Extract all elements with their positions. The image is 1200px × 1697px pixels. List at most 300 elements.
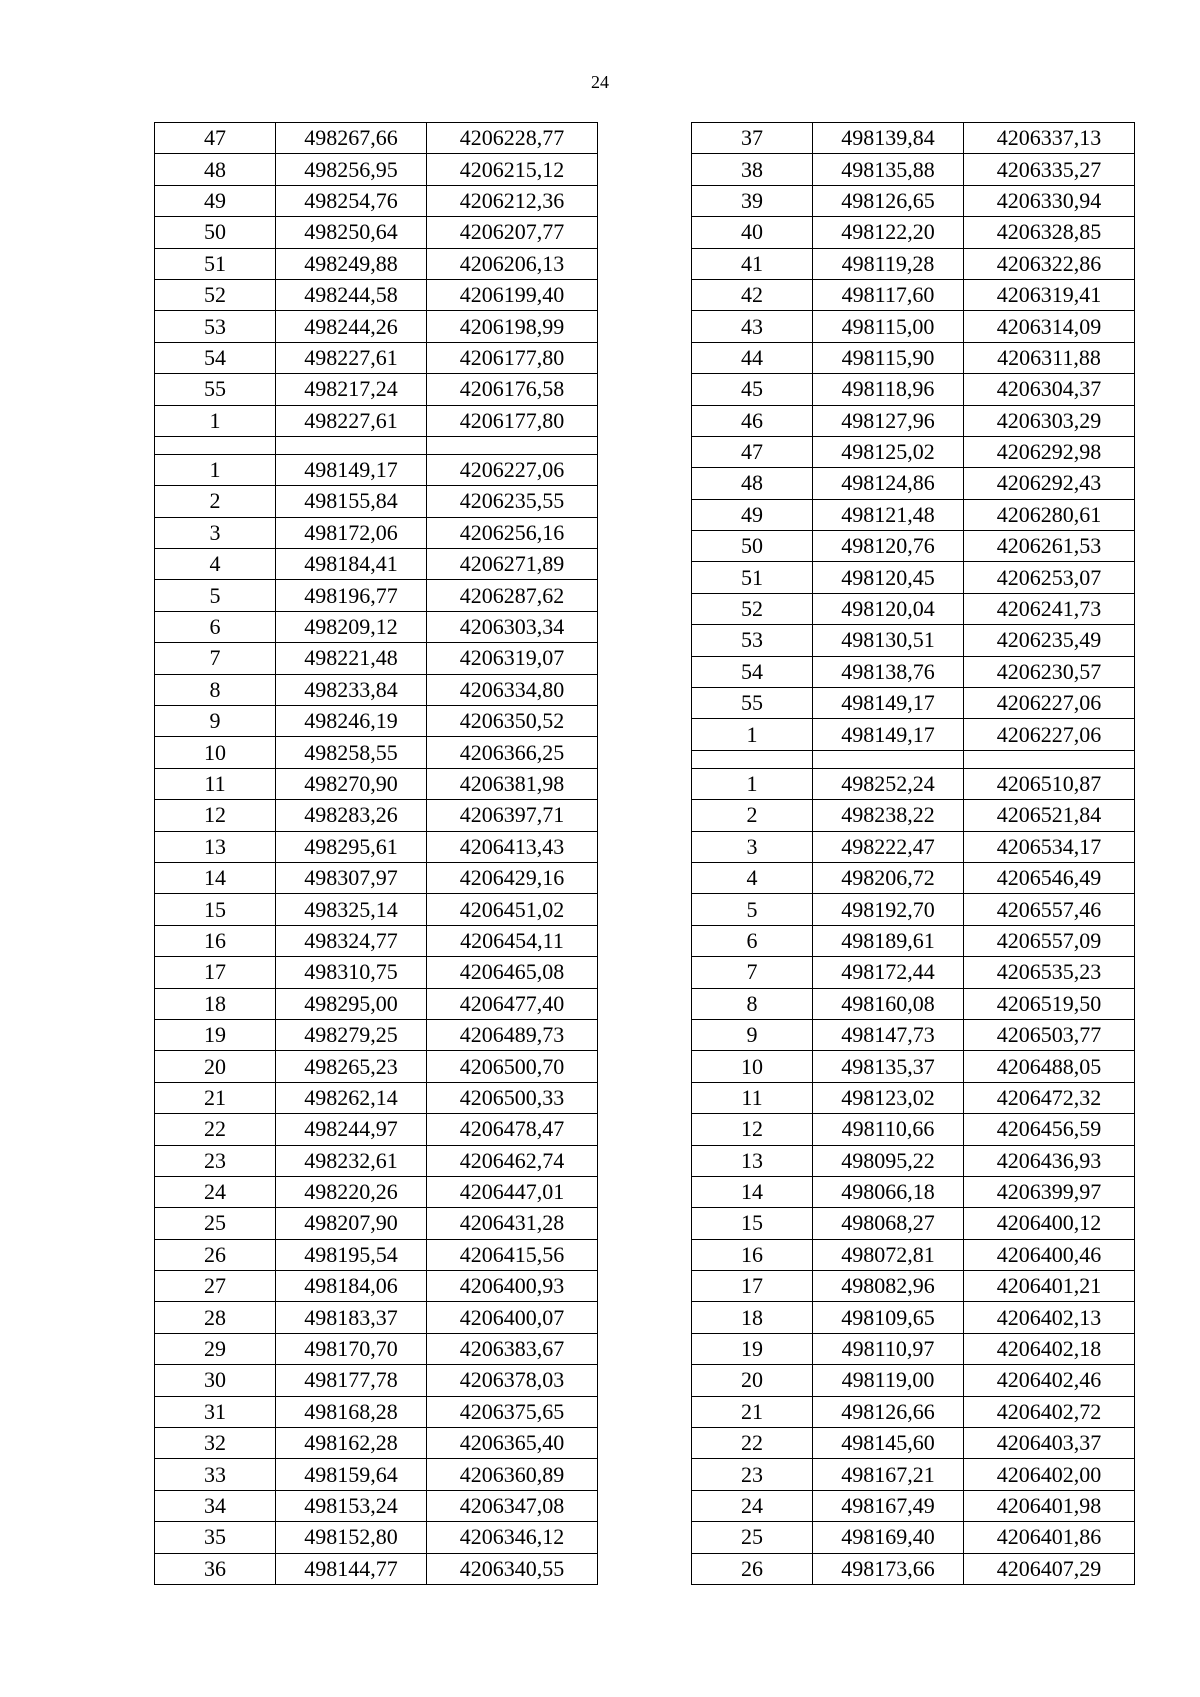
point-number-cell: 33: [155, 1459, 276, 1490]
table-row: [155, 517, 598, 548]
x-coordinate-cell: 498238,22: [813, 800, 964, 831]
table-row: [692, 531, 1135, 562]
x-coordinate-cell: 498121,48: [813, 499, 964, 530]
y-coordinate-cell: 4206397,71: [427, 800, 598, 831]
point-number-cell: 2: [692, 800, 813, 831]
x-coordinate-cell: 498252,24: [813, 768, 964, 799]
x-coordinate-cell: 498295,00: [276, 988, 427, 1019]
x-coordinate-cell: 498135,88: [813, 154, 964, 185]
table-row: [155, 925, 598, 956]
point-number-cell: 12: [155, 800, 276, 831]
point-number-cell: 9: [692, 1019, 813, 1050]
y-coordinate-cell: 4206215,12: [427, 154, 598, 185]
point-number-cell: 15: [155, 894, 276, 925]
x-coordinate-cell: 498167,21: [813, 1459, 964, 1490]
y-coordinate-cell: 4206292,98: [964, 436, 1135, 467]
point-number-cell: 47: [155, 123, 276, 154]
x-coordinate-cell: 498172,44: [813, 957, 964, 988]
point-number-cell: 36: [155, 1553, 276, 1584]
y-coordinate-cell: 4206534,17: [964, 831, 1135, 862]
table-row: [692, 957, 1135, 988]
table-row: [692, 123, 1135, 154]
point-number-cell: [692, 750, 813, 768]
x-coordinate-cell: 498310,75: [276, 957, 427, 988]
table-row: [692, 342, 1135, 373]
y-coordinate-cell: 4206399,97: [964, 1176, 1135, 1207]
point-number-cell: 1: [155, 405, 276, 436]
x-coordinate-cell: 498267,66: [276, 123, 427, 154]
table-row: [692, 1019, 1135, 1050]
point-number-cell: 13: [155, 831, 276, 862]
point-number-cell: 51: [692, 562, 813, 593]
point-number-cell: 54: [155, 342, 276, 373]
table-row: [692, 468, 1135, 499]
y-coordinate-cell: 4206401,98: [964, 1490, 1135, 1521]
point-number-cell: 43: [692, 311, 813, 342]
point-number-cell: 14: [155, 862, 276, 893]
x-coordinate-cell: 498119,28: [813, 248, 964, 279]
table-row: [692, 1490, 1135, 1521]
table-row: [692, 625, 1135, 656]
x-coordinate-cell: 498149,17: [276, 454, 427, 485]
x-coordinate-cell: 498072,81: [813, 1239, 964, 1270]
y-coordinate-cell: 4206413,43: [427, 831, 598, 862]
x-coordinate-cell: 498153,24: [276, 1490, 427, 1521]
table-row: [155, 549, 598, 580]
table-row: [155, 454, 598, 485]
y-coordinate-cell: 4206365,40: [427, 1428, 598, 1459]
y-coordinate-cell: 4206347,08: [427, 1490, 598, 1521]
y-coordinate-cell: 4206330,94: [964, 185, 1135, 216]
table-row: [155, 486, 598, 517]
x-coordinate-cell: 498173,66: [813, 1553, 964, 1584]
table-row: [692, 1428, 1135, 1459]
table-row: [692, 894, 1135, 925]
point-number-cell: 24: [155, 1176, 276, 1207]
table-row: [155, 1365, 598, 1396]
x-coordinate-cell: 498244,26: [276, 311, 427, 342]
point-number-cell: 3: [692, 831, 813, 862]
x-coordinate-cell: 498258,55: [276, 737, 427, 768]
table-row: [692, 185, 1135, 216]
y-coordinate-cell: 4206287,62: [427, 580, 598, 611]
y-coordinate-cell: 4206253,07: [964, 562, 1135, 593]
y-coordinate-cell: 4206227,06: [964, 719, 1135, 750]
x-coordinate-cell: 498123,02: [813, 1082, 964, 1113]
point-number-cell: 53: [692, 625, 813, 656]
x-coordinate-cell: 498124,86: [813, 468, 964, 499]
point-number-cell: 23: [155, 1145, 276, 1176]
point-number-cell: 47: [692, 436, 813, 467]
point-number-cell: 3: [155, 517, 276, 548]
table-row: [155, 1019, 598, 1050]
y-coordinate-cell: 4206334,80: [427, 674, 598, 705]
table-row: [692, 1208, 1135, 1239]
x-coordinate-cell: 498222,47: [813, 831, 964, 862]
table-row: [692, 405, 1135, 436]
point-number-cell: 27: [155, 1271, 276, 1302]
x-coordinate-cell: 498109,65: [813, 1302, 964, 1333]
x-coordinate-cell: [276, 436, 427, 454]
x-coordinate-cell: 498246,19: [276, 706, 427, 737]
table-row: [692, 374, 1135, 405]
y-coordinate-cell: 4206346,12: [427, 1522, 598, 1553]
point-number-cell: 40: [692, 217, 813, 248]
point-number-cell: 28: [155, 1302, 276, 1333]
y-coordinate-cell: 4206400,46: [964, 1239, 1135, 1270]
table-row: [692, 562, 1135, 593]
table-row: [692, 593, 1135, 624]
point-number-cell: 23: [692, 1459, 813, 1490]
table-row: [155, 894, 598, 925]
point-number-cell: 52: [692, 593, 813, 624]
point-number-cell: 50: [692, 531, 813, 562]
table-row: [692, 1051, 1135, 1082]
x-coordinate-cell: 498254,76: [276, 185, 427, 216]
x-coordinate-cell: 498110,66: [813, 1114, 964, 1145]
x-coordinate-cell: 498324,77: [276, 925, 427, 956]
table-row: [692, 768, 1135, 799]
table-row: [692, 988, 1135, 1019]
table-row: [155, 1051, 598, 1082]
point-number-cell: 11: [155, 768, 276, 799]
y-coordinate-cell: 4206227,06: [427, 454, 598, 485]
point-number-cell: 22: [155, 1114, 276, 1145]
x-coordinate-cell: 498130,51: [813, 625, 964, 656]
y-coordinate-cell: 4206319,07: [427, 643, 598, 674]
table-row: [692, 311, 1135, 342]
y-coordinate-cell: 4206436,93: [964, 1145, 1135, 1176]
y-coordinate-cell: 4206451,02: [427, 894, 598, 925]
x-coordinate-cell: 498095,22: [813, 1145, 964, 1176]
point-number-cell: 20: [155, 1051, 276, 1082]
y-coordinate-cell: 4206271,89: [427, 549, 598, 580]
y-coordinate-cell: 4206477,40: [427, 988, 598, 1019]
table-row: [155, 611, 598, 642]
y-coordinate-cell: 4206319,41: [964, 279, 1135, 310]
x-coordinate-cell: 498118,96: [813, 374, 964, 405]
x-coordinate-cell: 498221,48: [276, 643, 427, 674]
x-coordinate-cell: 498144,77: [276, 1553, 427, 1584]
point-number-cell: 30: [155, 1365, 276, 1396]
point-number-cell: 4: [155, 549, 276, 580]
point-number-cell: 26: [155, 1239, 276, 1270]
y-coordinate-cell: 4206292,43: [964, 468, 1135, 499]
table-row: [692, 248, 1135, 279]
x-coordinate-cell: 498295,61: [276, 831, 427, 862]
point-number-cell: 48: [155, 154, 276, 185]
page-number: 24: [591, 72, 609, 92]
x-coordinate-cell: 498307,97: [276, 862, 427, 893]
x-coordinate-cell: 498168,28: [276, 1396, 427, 1427]
table-row: [692, 1396, 1135, 1427]
point-number-cell: 48: [692, 468, 813, 499]
y-coordinate-cell: 4206500,33: [427, 1082, 598, 1113]
y-coordinate-cell: 4206228,77: [427, 123, 598, 154]
y-coordinate-cell: 4206322,86: [964, 248, 1135, 279]
point-number-cell: 13: [692, 1145, 813, 1176]
table-row: [155, 1082, 598, 1113]
y-coordinate-cell: 4206256,16: [427, 517, 598, 548]
table-row: [692, 1114, 1135, 1145]
y-coordinate-cell: 4206360,89: [427, 1459, 598, 1490]
y-coordinate-cell: 4206402,72: [964, 1396, 1135, 1427]
x-coordinate-cell: 498122,20: [813, 217, 964, 248]
y-coordinate-cell: 4206227,06: [964, 688, 1135, 719]
table-row: [155, 737, 598, 768]
x-coordinate-cell: 498160,08: [813, 988, 964, 1019]
x-coordinate-cell: 498250,64: [276, 217, 427, 248]
table-row: [692, 1365, 1135, 1396]
y-coordinate-cell: 4206478,47: [427, 1114, 598, 1145]
point-number-cell: 53: [155, 311, 276, 342]
point-number-cell: 35: [155, 1522, 276, 1553]
point-number-cell: [155, 436, 276, 454]
y-coordinate-cell: 4206381,98: [427, 768, 598, 799]
point-number-cell: 32: [155, 1428, 276, 1459]
point-number-cell: 18: [155, 988, 276, 1019]
y-coordinate-cell: 4206402,46: [964, 1365, 1135, 1396]
x-coordinate-cell: 498196,77: [276, 580, 427, 611]
y-coordinate-cell: 4206314,09: [964, 311, 1135, 342]
x-coordinate-cell: 498172,06: [276, 517, 427, 548]
y-coordinate-cell: 4206462,74: [427, 1145, 598, 1176]
point-number-cell: 26: [692, 1553, 813, 1584]
table-row: [155, 862, 598, 893]
point-number-cell: 38: [692, 154, 813, 185]
point-number-cell: 29: [155, 1333, 276, 1364]
x-coordinate-cell: 498265,23: [276, 1051, 427, 1082]
x-coordinate-cell: 498162,28: [276, 1428, 427, 1459]
table-row: [155, 1208, 598, 1239]
table-row: [155, 831, 598, 862]
x-coordinate-cell: 498115,00: [813, 311, 964, 342]
y-coordinate-cell: 4206280,61: [964, 499, 1135, 530]
table-row: [155, 374, 598, 405]
y-coordinate-cell: 4206340,55: [427, 1553, 598, 1584]
x-coordinate-cell: 498126,65: [813, 185, 964, 216]
y-coordinate-cell: 4206366,25: [427, 737, 598, 768]
table-row: [155, 988, 598, 1019]
y-coordinate-cell: 4206429,16: [427, 862, 598, 893]
point-number-cell: 1: [692, 719, 813, 750]
point-number-cell: 17: [692, 1271, 813, 1302]
point-number-cell: 18: [692, 1302, 813, 1333]
table-row: [692, 279, 1135, 310]
table-row: [155, 154, 598, 185]
table-row: [155, 1145, 598, 1176]
point-number-cell: 46: [692, 405, 813, 436]
point-number-cell: 31: [155, 1396, 276, 1427]
point-number-cell: 55: [692, 688, 813, 719]
point-number-cell: 5: [155, 580, 276, 611]
table-row: [692, 750, 1135, 768]
table-row: [155, 957, 598, 988]
y-coordinate-cell: 4206378,03: [427, 1365, 598, 1396]
y-coordinate-cell: 4206400,93: [427, 1271, 598, 1302]
point-number-cell: 8: [692, 988, 813, 1019]
y-coordinate-cell: 4206401,86: [964, 1522, 1135, 1553]
x-coordinate-cell: 498177,78: [276, 1365, 427, 1396]
point-number-cell: 44: [692, 342, 813, 373]
y-coordinate-cell: [964, 750, 1135, 768]
x-coordinate-cell: 498170,70: [276, 1333, 427, 1364]
y-coordinate-cell: 4206328,85: [964, 217, 1135, 248]
table-row: [692, 1333, 1135, 1364]
coordinates-table-right: [691, 122, 1135, 1585]
table-row: [692, 1459, 1135, 1490]
y-coordinate-cell: 4206403,37: [964, 1428, 1135, 1459]
table-row: [155, 405, 598, 436]
x-coordinate-cell: 498147,73: [813, 1019, 964, 1050]
x-coordinate-cell: 498183,37: [276, 1302, 427, 1333]
x-coordinate-cell: 498195,54: [276, 1239, 427, 1270]
x-coordinate-cell: 498206,72: [813, 862, 964, 893]
y-coordinate-cell: 4206235,49: [964, 625, 1135, 656]
point-number-cell: 17: [155, 957, 276, 988]
point-number-cell: 4: [692, 862, 813, 893]
table-row: [155, 706, 598, 737]
y-coordinate-cell: 4206311,88: [964, 342, 1135, 373]
table-row: [155, 342, 598, 373]
y-coordinate-cell: 4206375,65: [427, 1396, 598, 1427]
table-row: [692, 1082, 1135, 1113]
point-number-cell: 11: [692, 1082, 813, 1113]
point-number-cell: 19: [692, 1333, 813, 1364]
y-coordinate-cell: 4206303,29: [964, 405, 1135, 436]
y-coordinate-cell: 4206465,08: [427, 957, 598, 988]
x-coordinate-cell: 498232,61: [276, 1145, 427, 1176]
x-coordinate-cell: 498262,14: [276, 1082, 427, 1113]
y-coordinate-cell: 4206207,77: [427, 217, 598, 248]
table-row: [155, 123, 598, 154]
point-number-cell: 49: [155, 185, 276, 216]
x-coordinate-cell: 498325,14: [276, 894, 427, 925]
y-coordinate-cell: 4206489,73: [427, 1019, 598, 1050]
x-coordinate-cell: 498110,97: [813, 1333, 964, 1364]
table-row: [692, 925, 1135, 956]
table-row: [155, 1490, 598, 1521]
point-number-cell: 19: [155, 1019, 276, 1050]
point-number-cell: 25: [692, 1522, 813, 1553]
point-number-cell: 21: [155, 1082, 276, 1113]
y-coordinate-cell: 4206431,28: [427, 1208, 598, 1239]
point-number-cell: 49: [692, 499, 813, 530]
table-row: [155, 311, 598, 342]
point-number-cell: 39: [692, 185, 813, 216]
y-coordinate-cell: 4206401,21: [964, 1271, 1135, 1302]
x-coordinate-cell: 498192,70: [813, 894, 964, 925]
y-coordinate-cell: 4206176,58: [427, 374, 598, 405]
x-coordinate-cell: 498270,90: [276, 768, 427, 799]
point-number-cell: 2: [155, 486, 276, 517]
y-coordinate-cell: 4206261,53: [964, 531, 1135, 562]
x-coordinate-cell: 498244,97: [276, 1114, 427, 1145]
table-row: [692, 1239, 1135, 1270]
y-coordinate-cell: 4206546,49: [964, 862, 1135, 893]
table-row: [155, 768, 598, 799]
x-coordinate-cell: [813, 750, 964, 768]
table-row: [692, 800, 1135, 831]
x-coordinate-cell: 498135,37: [813, 1051, 964, 1082]
point-number-cell: 15: [692, 1208, 813, 1239]
table-row: [692, 1522, 1135, 1553]
x-coordinate-cell: 498227,61: [276, 405, 427, 436]
point-number-cell: 55: [155, 374, 276, 405]
x-coordinate-cell: 498152,80: [276, 1522, 427, 1553]
x-coordinate-cell: 498066,18: [813, 1176, 964, 1207]
x-coordinate-cell: 498120,76: [813, 531, 964, 562]
table-row: [692, 217, 1135, 248]
x-coordinate-cell: 498149,17: [813, 688, 964, 719]
x-coordinate-cell: 498167,49: [813, 1490, 964, 1521]
point-number-cell: 7: [692, 957, 813, 988]
point-number-cell: 10: [692, 1051, 813, 1082]
x-coordinate-cell: 498283,26: [276, 800, 427, 831]
point-number-cell: 52: [155, 279, 276, 310]
y-coordinate-cell: 4206402,00: [964, 1459, 1135, 1490]
y-coordinate-cell: 4206521,84: [964, 800, 1135, 831]
table-row: [692, 1271, 1135, 1302]
table-row: [155, 185, 598, 216]
table-row: [155, 674, 598, 705]
table-row: [155, 217, 598, 248]
x-coordinate-cell: 498256,95: [276, 154, 427, 185]
point-number-cell: 16: [692, 1239, 813, 1270]
y-coordinate-cell: 4206510,87: [964, 768, 1135, 799]
x-coordinate-cell: 498126,66: [813, 1396, 964, 1427]
point-number-cell: 24: [692, 1490, 813, 1521]
point-number-cell: 1: [155, 454, 276, 485]
table-row: [155, 1522, 598, 1553]
table-row: [155, 1271, 598, 1302]
y-coordinate-cell: 4206557,46: [964, 894, 1135, 925]
x-coordinate-cell: 498115,90: [813, 342, 964, 373]
point-number-cell: 6: [692, 925, 813, 956]
x-coordinate-cell: 498209,12: [276, 611, 427, 642]
point-number-cell: 54: [692, 656, 813, 687]
point-number-cell: 12: [692, 1114, 813, 1145]
point-number-cell: 37: [692, 123, 813, 154]
table-row: [155, 1396, 598, 1427]
y-coordinate-cell: 4206535,23: [964, 957, 1135, 988]
table-row: [155, 248, 598, 279]
table-row: [692, 688, 1135, 719]
x-coordinate-cell: 498138,76: [813, 656, 964, 687]
point-number-cell: 7: [155, 643, 276, 674]
y-coordinate-cell: 4206304,37: [964, 374, 1135, 405]
x-coordinate-cell: 498155,84: [276, 486, 427, 517]
x-coordinate-cell: 498233,84: [276, 674, 427, 705]
y-coordinate-cell: 4206303,34: [427, 611, 598, 642]
table-row: [155, 1553, 598, 1584]
y-coordinate-cell: 4206503,77: [964, 1019, 1135, 1050]
y-coordinate-cell: 4206212,36: [427, 185, 598, 216]
y-coordinate-cell: 4206557,09: [964, 925, 1135, 956]
table-row: [692, 1176, 1135, 1207]
y-coordinate-cell: 4206230,57: [964, 656, 1135, 687]
point-number-cell: 34: [155, 1490, 276, 1521]
coordinates-table-left: [154, 122, 598, 1585]
point-number-cell: 22: [692, 1428, 813, 1459]
x-coordinate-cell: 498120,45: [813, 562, 964, 593]
y-coordinate-cell: 4206337,13: [964, 123, 1135, 154]
point-number-cell: 50: [155, 217, 276, 248]
y-coordinate-cell: 4206456,59: [964, 1114, 1135, 1145]
x-coordinate-cell: 498119,00: [813, 1365, 964, 1396]
table-row: [692, 499, 1135, 530]
point-number-cell: 51: [155, 248, 276, 279]
